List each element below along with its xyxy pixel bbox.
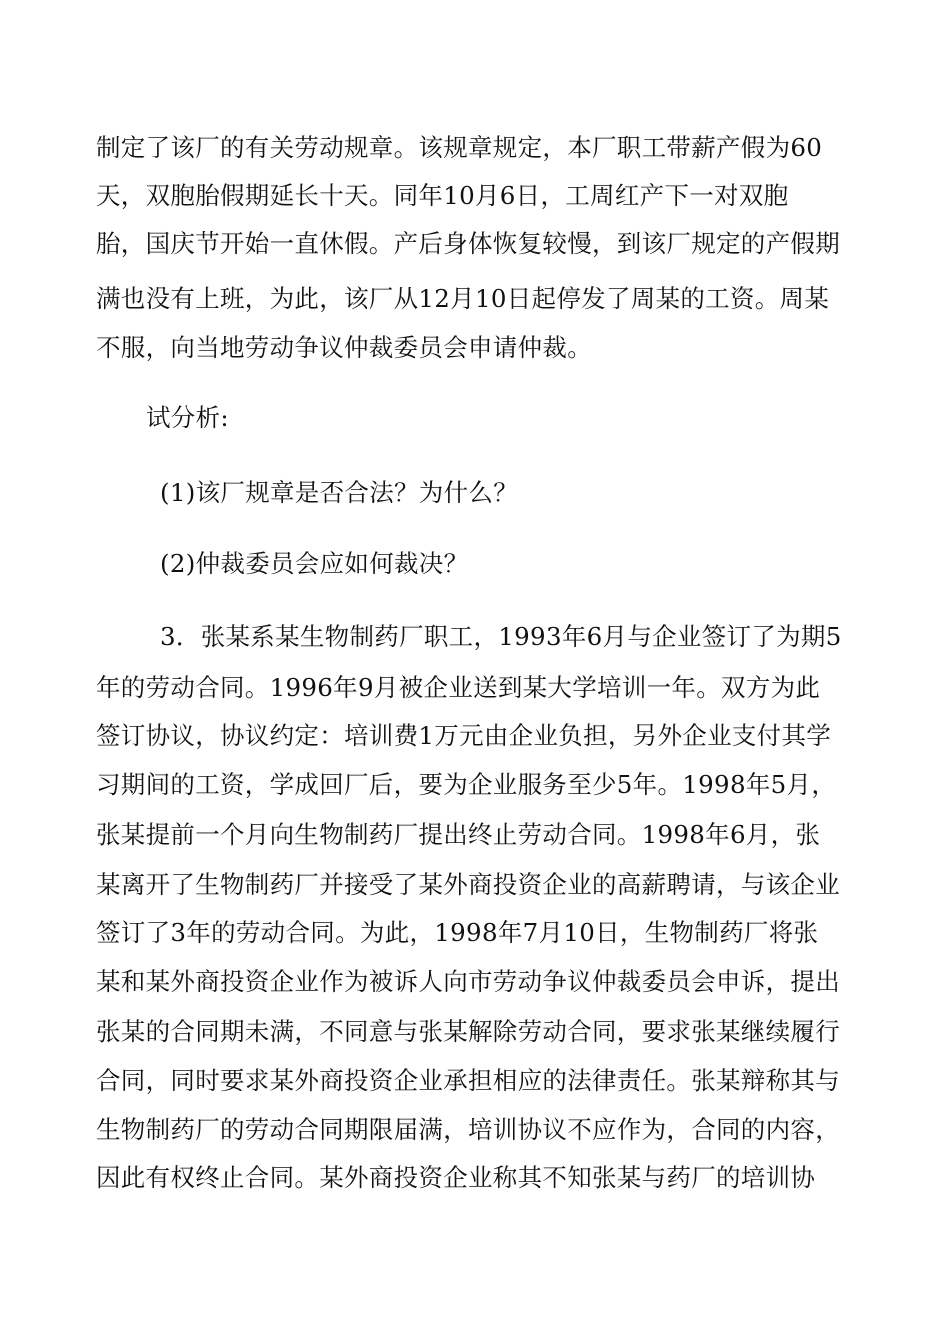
paragraph-1-line-1: 制定了该厂的有关劳动规章。该规章规定，本厂职工带薪产假为60 <box>96 133 823 162</box>
paragraph-2-line-8: 某和某外商投资企业作为被诉人向市劳动争议仲裁委员会申诉，提出 <box>96 967 840 996</box>
paragraph-1-line-3: 胎，国庆节开始一直休假。产后身体恢复较慢，到该厂规定的产假期 <box>96 229 840 258</box>
paragraph-2-line-7: 签订了3年的劳动合同。为此，1998年7月10日，生物制药厂将张 <box>96 918 819 947</box>
paragraph-2-line-3: 签订协议，协议约定：培训费1万元由企业负担，另外企业支付其学 <box>96 721 832 750</box>
paragraph-1-line-4: 满也没有上班，为此，该厂从12月10日起停发了周某的工资。周某 <box>96 284 830 313</box>
paragraph-1-line-5: 不服，向当地劳动争议仲裁委员会申请仲裁。 <box>96 333 592 362</box>
paragraph-2-line-6: 某离开了生物制药厂并接受了某外商投资企业的高薪聘请，与该企业 <box>96 870 840 899</box>
paragraph-2-line-11: 生物制药厂的劳动合同期限届满，培训协议不应作为，合同的内容， <box>96 1115 840 1144</box>
paragraph-2-line-2: 年的劳动合同。1996年9月被企业送到某大学培训一年。双方为此 <box>96 673 821 702</box>
analysis-heading: 试分析: <box>146 403 229 432</box>
paragraph-2-line-12: 因此有权终止合同。某外商投资企业称其不知张某与药厂的培训协 <box>96 1163 816 1192</box>
question-2: (2)仲裁委员会应如何裁决？ <box>160 549 469 578</box>
paragraph-2-line-5: 张某提前一个月向生物制药厂提出终止劳动合同。1998年6月，张 <box>96 820 821 849</box>
paragraph-2-line-1: 3．张某系某生物制药厂职工，1993年6月与企业签订了为期5 <box>160 622 842 651</box>
paragraph-2-line-4: 习期间的工资，学成回厂后，要为企业服务至少5年。1998年5月， <box>96 770 837 799</box>
paragraph-2-line-10: 合同，同时要求某外商投资企业承担相应的法律责任。张某辩称其与 <box>96 1066 840 1095</box>
paragraph-2-line-9: 张某的合同期未满，不同意与张某解除劳动合同，要求张某继续履行 <box>96 1017 840 1046</box>
question-1: (1)该厂规章是否合法？为什么？ <box>160 478 519 507</box>
paragraph-1-line-2: 天，双胞胎假期延长十天。同年10月6日，工周红产下一对双胞 <box>96 181 789 210</box>
